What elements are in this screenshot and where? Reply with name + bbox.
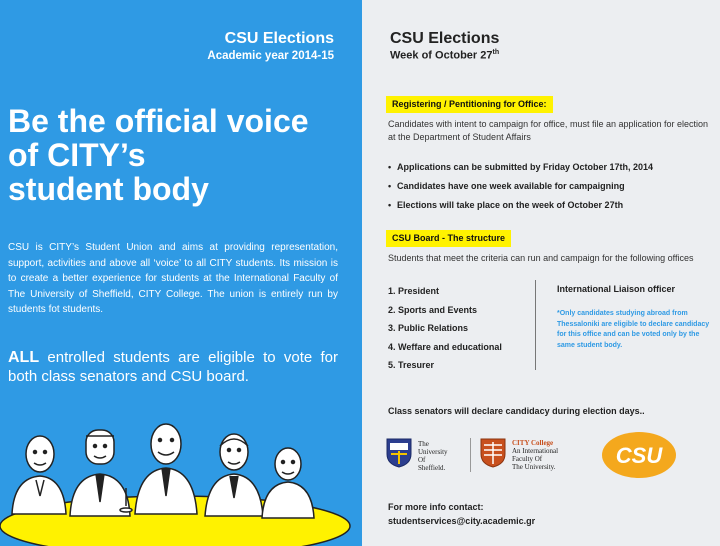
- roles-list: [388, 282, 538, 375]
- headline: [8, 104, 348, 206]
- right-title: CSU Elections: [390, 30, 500, 47]
- city-college-logo: [480, 436, 590, 476]
- headline-line-3: student body: [8, 171, 209, 207]
- list-item: • Applications can be submitted by Friday October 17th, 2014: [388, 158, 708, 177]
- liaison-block: [557, 284, 717, 351]
- deadline-list: [388, 158, 708, 215]
- board-tag: CSU Board - The structure: [386, 230, 511, 247]
- city-crest-icon: [480, 438, 506, 468]
- list-item: • Candidates have one week available for campaigning: [388, 177, 708, 196]
- eligibility-text: entrolled students are eligible to vote for both class senators and CSU board.: [8, 349, 338, 385]
- headline-line-2: of CITY’s: [8, 137, 146, 173]
- left-title: CSU Elections: [224, 30, 334, 47]
- list-item: 4. Weffare and educational: [388, 341, 502, 352]
- intro-paragraph: CSU is CITY’s Student Union and aims at providing representation, support, activities and above all ‘voice’ to all CITY students. Its mission is to create a better experience for students at the International Faculty of The University of Sheffield, CITY College. The union is entirely run by students fot students.: [8, 242, 338, 315]
- board-text: Students that meet the criteria can run and campaign for the following offices: [388, 253, 694, 263]
- registering-tag: Registering / Pentitioning for Office:: [386, 96, 553, 113]
- list-item: 3. Public Relations: [388, 323, 469, 333]
- headline-line-1: Be the official voice: [8, 103, 309, 139]
- sheffield-line: University: [418, 448, 448, 456]
- city-line: The University.: [512, 463, 556, 471]
- divider: [535, 280, 536, 370]
- eligibility-statement: [8, 348, 338, 386]
- sheffield-line: Sheffield.: [418, 464, 446, 472]
- city-text: [512, 439, 558, 471]
- list-item: 5. Tresurer: [388, 360, 435, 370]
- sheffield-crest-icon: [386, 438, 412, 468]
- contact-block: [388, 500, 535, 528]
- list-item: 1. President: [388, 286, 440, 296]
- week-sup: th: [492, 49, 500, 56]
- week-label: [390, 49, 499, 62]
- senators-note: Class senators will declare candidacy during election days..: [388, 406, 645, 416]
- registering-text: Candidates with intent to campaign for office, must file an application for election at the Department of Student Affairs: [388, 119, 709, 142]
- sheffield-line: The: [418, 440, 429, 448]
- eligibility-bold: ALL: [8, 349, 40, 366]
- list-item: • Elections will take place on the week of October 27th: [388, 196, 708, 215]
- list-item: 2. Sports and Events: [388, 304, 478, 315]
- right-header: [390, 30, 499, 62]
- contact-email[interactable]: studentservices@city.academic.gr: [388, 516, 536, 526]
- sheffield-logo: [386, 436, 462, 476]
- city-line: An International: [512, 447, 559, 455]
- sheffield-text: [418, 440, 448, 472]
- city-line: Faculty Of: [512, 455, 543, 463]
- csu-logo-text: CSU: [615, 443, 663, 468]
- logo-separator: [470, 438, 471, 472]
- city-name: CITY College: [512, 439, 554, 447]
- left-header: [207, 30, 334, 62]
- left-subtitle: Academic year 2014-15: [207, 50, 334, 62]
- week-text: Week of October 27: [390, 49, 493, 62]
- liaison-title: International Liaison officer: [557, 284, 676, 294]
- contact-label: For more info contact:: [388, 502, 484, 512]
- csu-logo: [600, 430, 678, 480]
- students-at-table-illustration: [0, 418, 362, 546]
- sheffield-line: Of: [418, 456, 426, 464]
- liaison-note: *Only candidates studying abroad from Thessaloniki are eligible to declare candidacy for this office and can be voted only by the same student body.: [557, 310, 710, 349]
- right-panel: [362, 0, 720, 546]
